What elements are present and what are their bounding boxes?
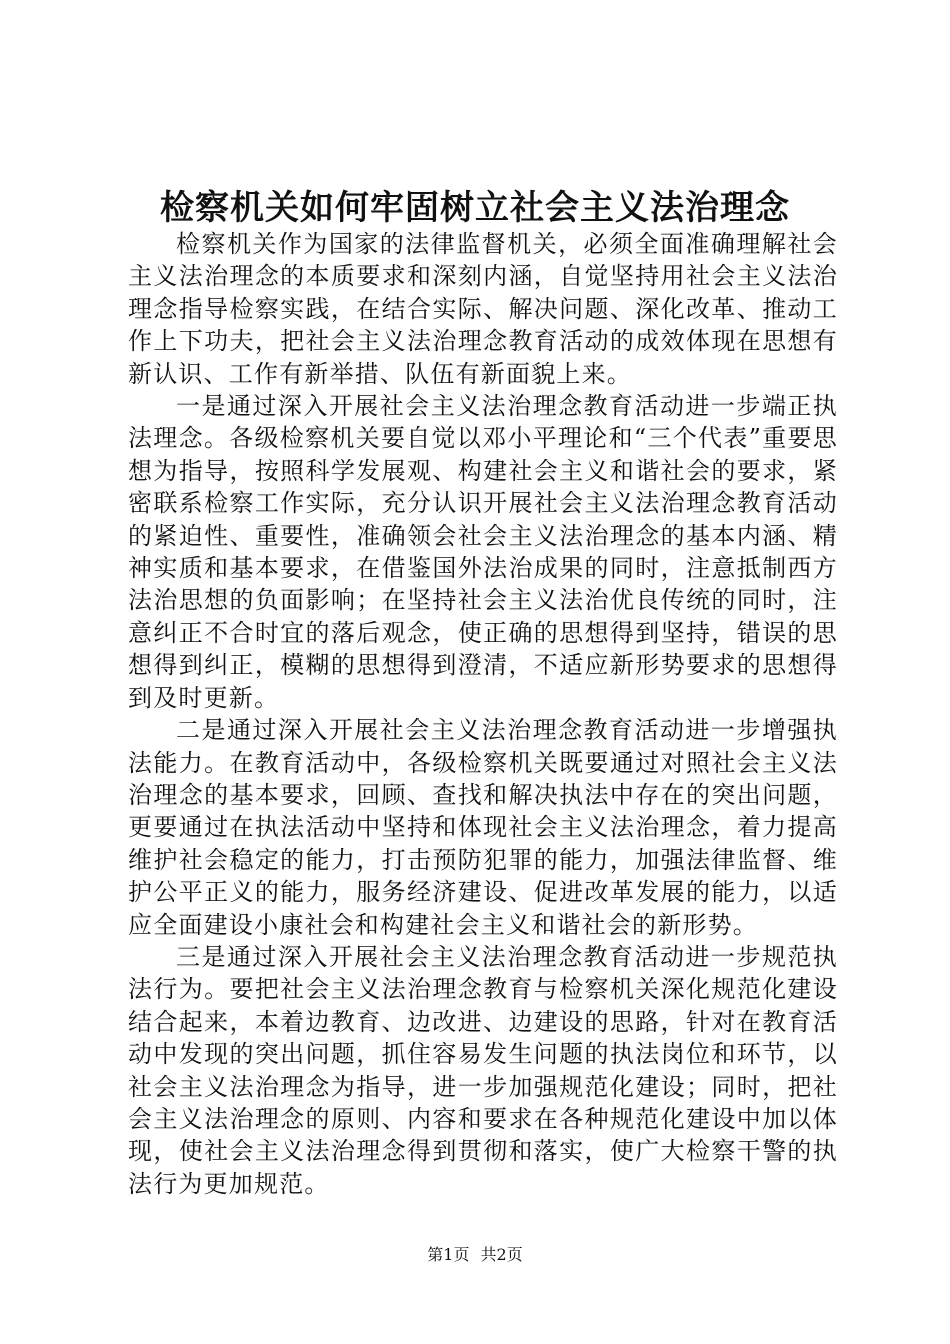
paragraph-intro: 检察机关作为国家的法律监督机关，必须全面准确理解社会主义法治理念的本质要求和深刻内涵，自觉坚持用社会主义法治理念指导检察实践，在结合实际、解决问题、深化改革、推动工作上下功夫，把社会主义法治理念教育活动的成效体现在思想有新认识、工作有新举措、队伍有新面貌上来。: [128, 230, 838, 388]
paragraph-point-three: 三是通过深入开展社会主义法治理念教育活动进一步规范执法行为。要把社会主义法治理念教育与检察机关深化规范化建设结合起来，本着边教育、边改进、边建设的思路，针对在教育活动中发现的突出问题，抓住容易发生问题的执法岗位和环节，以社会主义法治理念为指导，进一步加强规范化建设；同时，把社会主义法治理念的原则、内容和要求在各种规范化建设中加以体现，使社会主义法治理念得到贯彻和落实，使广大检察干警的执法行为更加规范。: [128, 942, 838, 1198]
paragraph-point-two: 二是通过深入开展社会主义法治理念教育活动进一步增强执法能力。在教育活动中，各级检察机关既要通过对照社会主义法治理念的基本要求，回顾、查找和解决执法中存在的突出问题，更要通过在执法活动中坚持和体现社会主义法治理念，着力提高维护社会稳定的能力，打击预防犯罪的能力，加强法律监督、维护公平正义的能力，服务经济建设、促进改革发展的能力，以适应全面建设小康社会和构建社会主义和谐社会的新形势。: [128, 716, 838, 939]
paragraph-point-one: 一是通过深入开展社会主义法治理念教育活动进一步端正执法理念。各级检察机关要自觉以邓小平理论和“三个代表”重要思想为指导，按照科学发展观、构建社会主义和谐社会的要求，紧密联系检察工作实际，充分认识开展社会主义法治理念教育活动的紧迫性、重要性，准确领会社会主义法治理念的基本内涵、精神实质和基本要求，在借鉴国外法治成果的同时，注意抵制西方法治思想的负面影响；在坚持社会主义法治优良传统的同时，注意纠正不合时宜的落后观念，使正确的思想得到坚持，错误的思想得到纠正，模糊的思想得到澄清，不适应新形势要求的思想得到及时更新。: [128, 392, 838, 712]
document-body: [128, 228, 838, 1200]
document-title: 检察机关如何牢固树立社会主义法治理念: [160, 188, 790, 228]
page-footer: [0, 1243, 950, 1267]
page-number-current: 第1页: [427, 1245, 470, 1264]
page-number-total: 共2页: [480, 1245, 523, 1264]
